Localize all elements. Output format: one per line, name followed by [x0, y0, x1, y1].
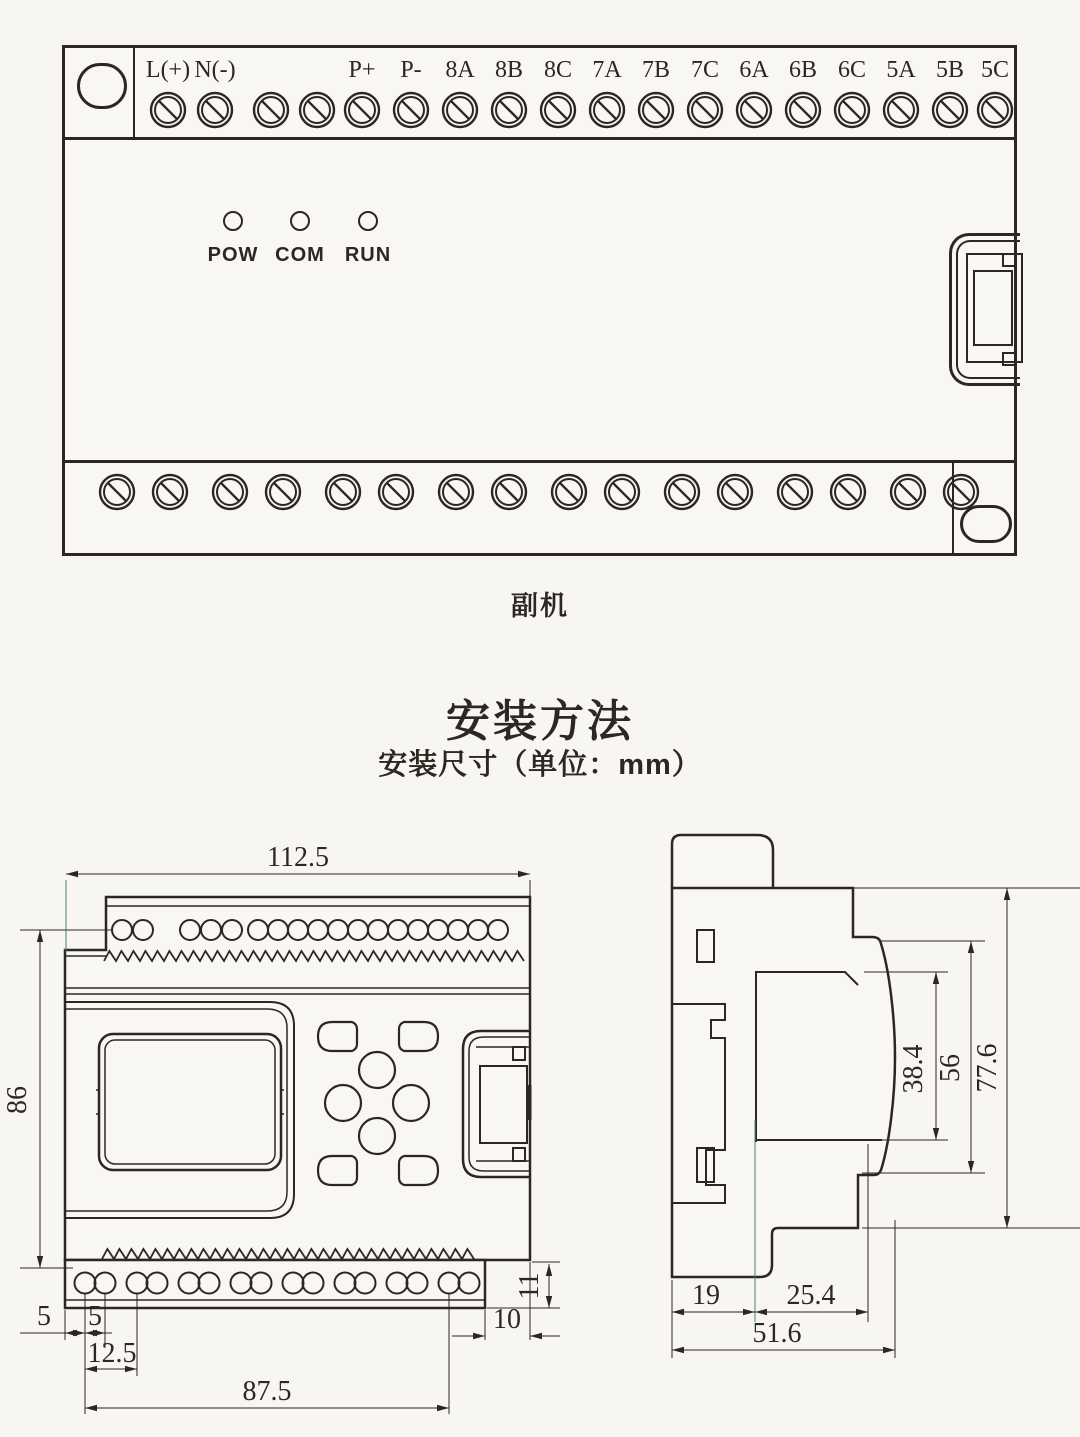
terminal-screw [685, 90, 725, 130]
terminal-label: 6A [739, 57, 769, 83]
screw-icon [263, 472, 303, 512]
screw-icon [489, 472, 529, 512]
dimension-arrow [968, 941, 974, 953]
terminal-screw [297, 90, 337, 130]
terminal-screw [376, 472, 416, 512]
dim-depth-mid-label: 56 [935, 1054, 966, 1082]
dimension-arrow [968, 1161, 974, 1173]
screw-icon [888, 472, 928, 512]
screw-icon [881, 90, 921, 130]
bottom-right-mount-box [952, 463, 1014, 553]
screw-icon [297, 90, 337, 130]
screw-icon [602, 472, 642, 512]
led-label: COM [275, 244, 325, 266]
dim-pitch-b-label: 5 [88, 1301, 102, 1332]
screw-icon [195, 90, 235, 130]
terminal-label: 8C [543, 57, 572, 83]
terminal-screw [263, 472, 303, 512]
screw-icon [549, 472, 589, 512]
screw-icon [734, 90, 774, 130]
led-run-indicator [358, 211, 378, 231]
terminal-screw [715, 472, 755, 512]
dimension-arrow [437, 1405, 449, 1411]
expansion-port-slot [973, 270, 1013, 346]
dimension-arrow [755, 1309, 767, 1315]
side-body-outline [672, 888, 895, 1277]
side-view [672, 835, 895, 1277]
terminal-screw [195, 90, 235, 130]
terminal-screw [930, 90, 970, 130]
dimension-arrow [933, 1128, 939, 1140]
terminal-label: P+ [348, 57, 376, 83]
dimension-arrow [66, 871, 78, 877]
screw-icon [636, 90, 676, 130]
terminal-label: 8B [494, 57, 523, 83]
bottom-terminal-strip [65, 460, 1014, 553]
terminal-label: 8A [445, 57, 475, 83]
expansion-port [949, 233, 1020, 386]
dimension-arrow [473, 1333, 485, 1339]
led-com-indicator [290, 211, 310, 231]
screw-icon [489, 90, 529, 130]
terminal-label: 5A [886, 57, 916, 83]
terminal-screw [538, 90, 578, 130]
dimension-arrow [672, 1309, 684, 1315]
screw-icon [150, 472, 190, 512]
screw-icon [436, 472, 476, 512]
screw-icon [342, 90, 382, 130]
dimension-arrow [883, 1347, 895, 1353]
dimension-arrow [73, 1330, 85, 1336]
led-label: POW [207, 244, 259, 266]
led-label: RUN [344, 244, 392, 266]
terminal-screw [148, 90, 188, 130]
section-subtitle: 安装尺寸（单位：mm） [378, 749, 702, 781]
terminal-screw [881, 90, 921, 130]
side-din-tab [672, 835, 773, 888]
dim-span-label: 87.5 [242, 1376, 292, 1407]
dim-total-label: 77.6 [972, 1043, 1003, 1093]
screw-icon [662, 472, 702, 512]
screw-icon [538, 90, 578, 130]
terminal-label: P- [400, 57, 422, 83]
screw-icon [828, 472, 868, 512]
screw-icon [715, 472, 755, 512]
screw-icon [97, 472, 137, 512]
dimension-arrow [546, 1296, 552, 1308]
dimension-arrow [37, 930, 43, 942]
dimension-arrow [530, 1333, 542, 1339]
dimension-arrow [856, 1309, 868, 1315]
terminal-label: 7A [592, 57, 622, 83]
mounting-hole [960, 505, 1012, 543]
terminal-label: 6C [837, 57, 866, 83]
terminal-screw [636, 90, 676, 130]
dim-pitch-c-label: 12.5 [87, 1338, 137, 1369]
dim-width-label: 112.5 [267, 842, 329, 873]
dimension-arrow [518, 871, 530, 877]
dimension-arrow [743, 1309, 755, 1315]
terminal-label: 5B [935, 57, 964, 83]
port-notch-bottom [1002, 352, 1016, 366]
screw-icon [391, 90, 431, 130]
dim-notch-w-label: 10 [493, 1304, 521, 1335]
terminal-screw [775, 472, 815, 512]
terminal-screw [489, 90, 529, 130]
screw-icon [930, 90, 970, 130]
terminal-label: 7B [641, 57, 670, 83]
dimension-arrow [546, 1264, 552, 1276]
terminal-screw [489, 472, 529, 512]
terminal-screw [662, 472, 702, 512]
terminal-screw [783, 90, 823, 130]
screw-icon [376, 472, 416, 512]
port-latch [527, 1085, 532, 1120]
screw-icon [832, 90, 872, 130]
led-pow-indicator [223, 211, 243, 231]
dim-mid-label: 25.4 [786, 1280, 836, 1311]
terminal-screw [150, 472, 190, 512]
top-left-mount-box [65, 48, 135, 137]
terminal-screw [734, 90, 774, 130]
screw-icon [775, 472, 815, 512]
screw-icon [783, 90, 823, 130]
terminal-screw [888, 472, 928, 512]
dim-rail-label: 19 [692, 1280, 720, 1311]
terminal-label: L(+) [145, 57, 191, 83]
terminal-screw [602, 472, 642, 512]
plc-device-panel [62, 45, 1017, 556]
screw-icon [685, 90, 725, 130]
terminal-screw [549, 472, 589, 512]
dimension-arrow [85, 1405, 97, 1411]
top-terminal-strip [65, 48, 1014, 140]
dim-pitch-a-label: 5 [37, 1301, 51, 1332]
dim-side-width-label: 51.6 [752, 1318, 802, 1349]
mounting-hole [77, 63, 127, 109]
screw-icon [323, 472, 363, 512]
terminal-screw [828, 472, 868, 512]
dim-depth-front-label: 38.4 [898, 1044, 929, 1094]
screw-icon [975, 90, 1015, 130]
terminal-screw [832, 90, 872, 130]
installation-drawing [0, 820, 1080, 1437]
terminal-screw [587, 90, 627, 130]
terminal-screw [97, 472, 137, 512]
dimension-arrow [672, 1347, 684, 1353]
dim-height-label: 86 [2, 1086, 33, 1114]
dimension-arrow [933, 972, 939, 984]
screw-icon [251, 90, 291, 130]
device-caption: 副机 [511, 591, 569, 621]
screw-icon [587, 90, 627, 130]
terminal-label: N(-) [194, 57, 236, 83]
terminal-screw [440, 90, 480, 130]
terminal-screw [391, 90, 431, 130]
terminal-label: 5C [980, 57, 1009, 83]
dimension-arrow [1004, 888, 1010, 900]
section-title: 安装方法 [446, 697, 634, 746]
dimension-arrow [37, 1256, 43, 1268]
terminal-screw [342, 90, 382, 130]
terminal-screw [975, 90, 1015, 130]
dim-notch-h-label: 11 [514, 1272, 545, 1300]
terminal-label: 6B [788, 57, 817, 83]
terminal-screw [210, 472, 250, 512]
front-bottom-strip [65, 1260, 485, 1308]
terminal-screw [251, 90, 291, 130]
terminal-screw [436, 472, 476, 512]
screw-icon [148, 90, 188, 130]
port-notch-top [1002, 253, 1016, 267]
dimension-arrow [1004, 1216, 1010, 1228]
terminal-screw [323, 472, 363, 512]
screw-icon [210, 472, 250, 512]
screw-icon [440, 90, 480, 130]
terminal-label: 7C [690, 57, 719, 83]
